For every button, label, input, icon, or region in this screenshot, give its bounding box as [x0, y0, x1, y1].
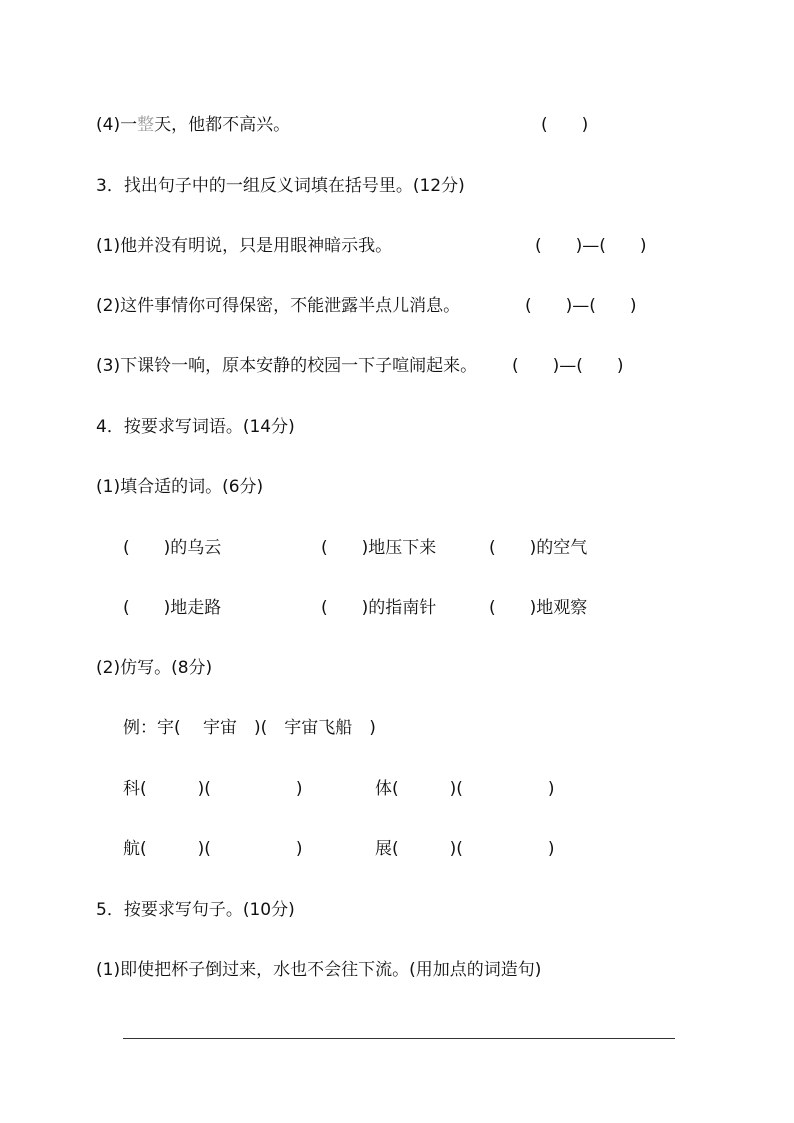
q3-item2-text: (2)这件事情你可得保密，不能泄露半点儿消息。 [96, 296, 461, 316]
q4-fill-item[interactable]: ( )的空气 [489, 538, 588, 558]
q4-example: 例：宇( 宇宙 )( 宇宙飞船 ) [123, 718, 376, 738]
q4-fill-item[interactable]: ( )地走路 [123, 598, 222, 618]
q5-item1-text: (1)即使把杯子倒过来，水也不会往下流。(用加点的词造句) [96, 960, 542, 980]
q2-item4-answer-blank[interactable]: ( ) [541, 115, 589, 135]
q4-imitate-item[interactable]: 体( )( ) [375, 779, 555, 799]
q4-fill-item[interactable]: ( )地压下来 [321, 538, 437, 558]
q4-fill-item[interactable]: ( )的乌云 [123, 538, 222, 558]
q2-item4-prefix: (4)一 [96, 115, 138, 135]
q4-part2-title: (2)仿写。(8分) [96, 658, 213, 678]
q4-part1-title: (1)填合适的词。(6分) [96, 477, 264, 497]
q3-item1-answer-blank[interactable]: ( )—( ) [535, 236, 647, 256]
q4-fill-item[interactable]: ( )的指南针 [321, 598, 437, 618]
q5-item1-answer-line[interactable] [123, 1038, 675, 1039]
q3-title: 3．找出句子中的一组反义词填在括号里。(12分) [96, 176, 465, 196]
q4-fill-item[interactable]: ( )地观察 [489, 598, 588, 618]
q4-imitate-item[interactable]: 展( )( ) [375, 839, 555, 859]
q4-imitate-item[interactable]: 科( )( ) [123, 779, 303, 799]
q2-item4 [96, 114, 290, 136]
q3-item3-text: (3)下课铃一响，原本安静的校园一下子喧闹起来。 [96, 356, 478, 376]
q5-title: 5．按要求写句子。(10分) [96, 900, 295, 920]
q3-item1-text: (1)他并没有明说，只是用眼神暗示我。 [96, 236, 393, 256]
q4-imitate-item[interactable]: 航( )( ) [123, 839, 303, 859]
q3-item3-answer-blank[interactable]: ( )—( ) [512, 356, 624, 376]
q3-item2-answer-blank[interactable]: ( )—( ) [525, 296, 637, 316]
q2-item4-rest: 天，他都不高兴。 [154, 115, 291, 135]
q2-item4-faint-char: 整 [137, 115, 155, 135]
q4-title: 4．按要求写词语。(14分) [96, 417, 295, 437]
